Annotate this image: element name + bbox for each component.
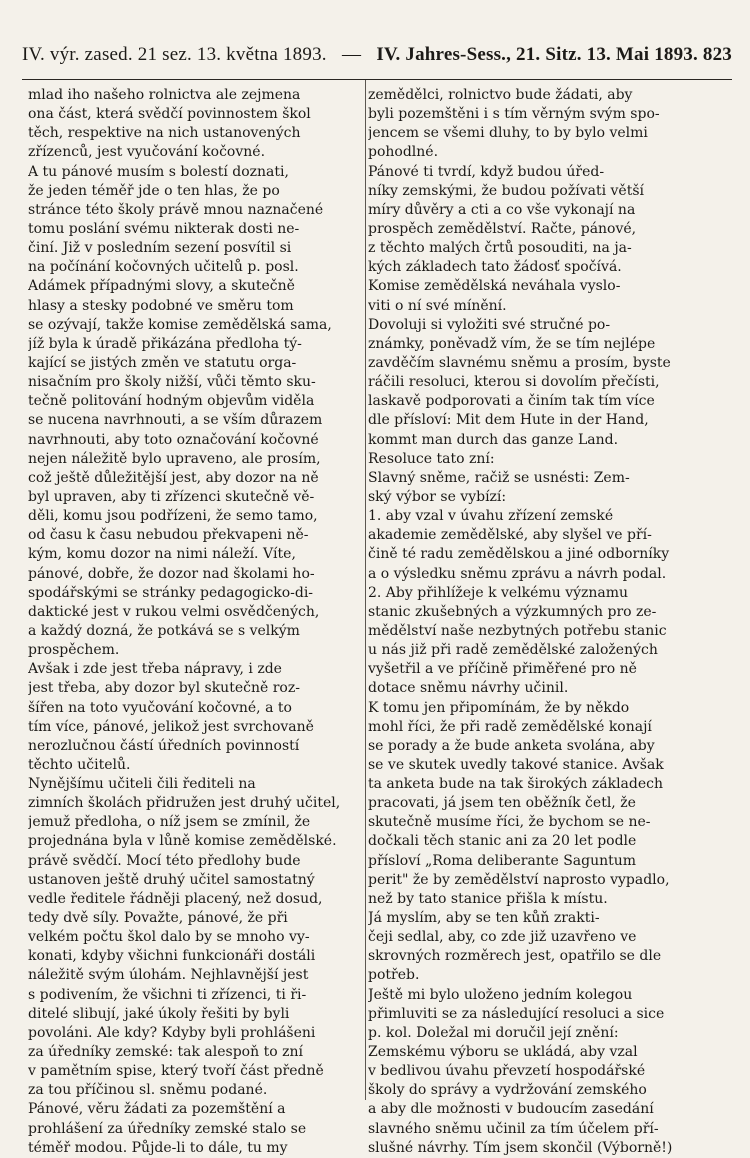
text-line: ráčili resoluci, kterou si dovolím přečísti, [368, 374, 660, 391]
text-line: mohl říci, že při radě zemědělské konají [368, 718, 652, 735]
text-line: což ještě důležitější jest, aby dozor na ně [28, 469, 319, 486]
text-line: Ještě mi bylo uloženo jedním kolegou [368, 986, 633, 1003]
text-line: Avšak i zde jest třeba nápravy, i zde [28, 661, 282, 678]
text-line: kommt man durch das ganze Land. [368, 431, 619, 448]
text-line: a o výsledku sněmu zprávu a návrh podal. [368, 565, 667, 582]
header-german: IV. Jahres-Sess., 21. Sitz. 13. Mai 1893. 823 [376, 44, 732, 65]
text-line: Slavný sněme, račiž se usnésti: Zem- [368, 469, 630, 486]
text-line: konati, kdyby všichni funkcionáři dostáli [28, 948, 316, 965]
text-line: Komise zemědělská neváhala vyslo- [368, 278, 621, 295]
text-line: ditelé slibují, jaké úkoly řešiti by byli [28, 1005, 290, 1022]
text-line: Pánové ti tvrdí, když budou úřed- [368, 163, 605, 180]
text-line: stanic zkušebných a výzkumných pro ze- [368, 603, 657, 620]
text-line: a aby dle možnosti v budoucím zasedání [368, 1101, 654, 1118]
text-line: prospěch zemědělství. Račte, pánové, [368, 220, 637, 237]
text-line: se ve skutek uvedly takové stanice. Avšak [368, 756, 664, 773]
text-line: z těchto malých črtů posouditi, na ja- [368, 240, 632, 257]
text-line: skutečně musíme říci, že bychom se ne- [368, 814, 651, 831]
text-line: náležitě svým úlohám. Nejhlavnější jest [28, 967, 309, 984]
text-line: jíž byla k úradě přikázána předloha tý- [28, 335, 302, 352]
text-line: p. kol. Doležal mi doručil její znění: [368, 1024, 619, 1041]
text-line: stránce této školy právě mnou naznačené [28, 201, 324, 218]
text-line: a každý dozná, že potkává se s velkým [28, 622, 300, 639]
text-line: Adámek případnými slovy, a skutečně [28, 278, 295, 295]
text-line: nejen náležitě bylo upraveno, ale prosím, [28, 450, 321, 467]
text-line: se nucena navrhnouti, a se vším důrazem [28, 412, 323, 429]
text-line: slavného sněmu učinil za tím účelem pří- [368, 1120, 659, 1137]
text-line: kající se jistých změn ve statutu orga- [28, 354, 297, 371]
text-line: potřeb. [368, 967, 420, 984]
text-line: viti o ní své mínění. [368, 297, 507, 314]
text-line: ustanoven ještě druhý učitel samostatný [28, 871, 315, 888]
text-line: pohodlné. [368, 144, 439, 161]
text-line: Nynějšímu učiteli čili řediteli na [28, 776, 256, 793]
text-line: laskavě podporovati a činím tak tím více [368, 393, 655, 410]
text-line: hlasy a stesky podobné ve směru tom [28, 297, 294, 314]
text-line: Zemskému výboru se ukládá, aby vzal [368, 1044, 638, 1061]
text-line: právě svědčí. Mocí této předlohy bude [28, 852, 301, 869]
text-line: velkém počtu škol dalo by se mnoho vy- [28, 929, 310, 946]
page-header [22, 40, 732, 70]
text-line: níky zemskými, že budou požívati větší [368, 182, 644, 199]
text-line: zavděčím slavnému sněmu a prosím, byste [368, 354, 671, 371]
text-line: zimních školách přidružen jest druhý učitel, [28, 795, 341, 812]
text-line: čině té radu zemědělskou a jiné odborníky [368, 546, 670, 563]
text-line: v bedlivou úvahu převzetí hospodářské [368, 1063, 646, 1080]
header-rule [22, 79, 732, 80]
text-line: v pamětním spise, který tvoří část předně [28, 1063, 324, 1080]
text-line: dočkali těch stanic ani za 20 let podle [368, 833, 637, 850]
text-line: přimluviti se za následující resoluci a sice [368, 1005, 665, 1022]
text-line: slušné návrhy. Tím jsem skončil (Výborně!) [368, 1139, 673, 1156]
text-line: u nás již při radě zemědělské založených [368, 642, 658, 659]
text-line: perit" že by zemědělství naprosto vypadlo, [368, 871, 670, 888]
text-line: mědělství naše nezbytných potřebu stanic [368, 622, 667, 639]
text-line: skrovných rozměrech jest, opatřilo se dle [368, 948, 662, 965]
text-line: prohlášení za úředníky zemské stalo se [28, 1120, 307, 1137]
header-czech: IV. výr. zased. 21 sez. 13. května 1893. [22, 44, 327, 65]
text-line: akademie zemědělské, aby slyšel ve pří- [368, 527, 652, 544]
text-line: přísloví „Roma deliberante Saguntum [368, 852, 637, 869]
text-line: prospěchem. [28, 642, 120, 659]
text-line: tedy dvě síly. Považte, pánové, že při [28, 910, 288, 927]
text-line: tím více, pánové, jelikož jest svrchovaně [28, 718, 314, 735]
text-line: byl upraven, aby ti zřízenci skutečně vě- [28, 488, 315, 505]
text-line: Pánové, věru žádati za pozemštění a [28, 1101, 286, 1118]
text-line: se ozývají, takže komise zemědělská sama, [28, 316, 332, 333]
text-line: vedle ředitele řádněji placený, než dosud, [28, 890, 323, 907]
text-line: pánové, dobře, že dozor nad školami ho- [28, 565, 315, 582]
text-line: těchto učitelů. [28, 756, 131, 773]
text-line: K tomu jen připomínám, že by někdo [368, 699, 630, 716]
text-line: těch, respektive na nich ustanovených [28, 125, 301, 142]
text-line: že jeden téměř jde o ten hlas, že po [28, 182, 280, 199]
text-line: spodářskými se stránky pedagogicko-di- [28, 584, 314, 601]
header-dash: — [341, 44, 362, 65]
text-line: ona část, která svědčí povinnostem škol [28, 106, 311, 123]
text-line: za tou příčinou sl. sněmu podané. [28, 1082, 268, 1099]
text-line: šířen na toto vyučování kočovné, a to [28, 699, 292, 716]
text-line: s podivením, že všichni ti zřízenci, ti ři- [28, 986, 307, 1003]
text-line: od času k času nebudou překvapeni ně- [28, 527, 309, 544]
text-line: kým, komu dozor na nimi náleží. Víte, [28, 546, 296, 563]
text-line: byli pozemštěni i s tím věrným svým spo- [368, 106, 660, 123]
text-line: školy do správy a vydržování zemského [368, 1082, 647, 1099]
text-line: pracovati, já jsem ten oběžník četl, že [368, 795, 636, 812]
text-line: děli, komu jsou podřízeni, že semo tamo, [28, 508, 318, 525]
text-line: tečně politování hodným objevům viděla [28, 393, 315, 410]
text-line: ský výbor se vybízí: [368, 488, 507, 505]
text-line: ta anketa bude na tak širokých základech [368, 776, 663, 793]
text-line: 1. aby vzal v úvahu zřízení zemské [368, 508, 614, 525]
text-line: kých základech tato žádosť spočívá. [368, 259, 622, 276]
text-line: projednána byla v lůně komise zemědělské. [28, 833, 337, 850]
text-line: nerozlučnou částí úředních povinností [28, 737, 300, 754]
text-line: Resoluce tato zní: [368, 450, 495, 467]
text-line: za úředníky zemské: tak alespoň to zní [28, 1044, 303, 1061]
text-line: navrhnouti, aby toto označování kočovné [28, 431, 319, 448]
text-line: známky, poněvadž vím, že se tím nejlépe [368, 335, 656, 352]
right-column [368, 86, 706, 1158]
text-line: téměř modou. Půjde-li to dále, tu my [28, 1139, 288, 1156]
text-line: čeji sedlal, aby, co zde již uzavřeno ve [368, 929, 637, 946]
text-line: Já myslím, aby se ten kůň zrakti- [368, 910, 600, 927]
text-line: povoláni. Ale kdy? Kdyby byli prohlášeni [28, 1024, 316, 1041]
text-line: tomu poslání svému nikterak dosti ne- [28, 220, 300, 237]
text-line: jemuž předloha, o níž jsem se zmínil, že [28, 814, 311, 831]
text-line: vyšetřil a ve příčině přiměřené pro ně [368, 661, 637, 678]
text-line: nisačním pro školy nižší, vůči těmto sku- [28, 374, 316, 391]
text-line: se porady a že bude anketa svolána, aby [368, 737, 655, 754]
text-line: činí. Již v posledním sezení posvítil si [28, 240, 292, 257]
text-line: 2. Aby přihlížeje k velkému významu [368, 584, 629, 601]
text-line: jest třeba, aby dozor byl skutečně roz- [28, 680, 300, 697]
text-line: míry důvěry a cti a co vše vykonají na [368, 201, 636, 218]
text-line: zemědělci, rolnictvo bude žádati, aby [368, 87, 633, 103]
text-line: Dovoluji si vyložiti své stručné po- [368, 316, 611, 333]
text-line: dotace sněmu návrhy učinil. [368, 680, 569, 697]
text-line: A tu pánové musím s bolestí doznati, [28, 163, 289, 180]
text-line: mlad iho našeho rolnictva ale zejmena [28, 87, 301, 103]
text-line: daktické jest v rukou velmi osvědčených, [28, 603, 320, 620]
left-column [28, 86, 366, 1158]
text-line: než by tato stanice přišla k místu. [368, 890, 608, 907]
text-line: zřízenců, jest vyučování kočovné. [28, 144, 266, 161]
text-line: dle přísloví: Mit dem Hute in der Hand, [368, 412, 649, 429]
text-line: jencem se všemi dluhy, to by bylo velmi [368, 125, 648, 142]
text-line: na počínání kočovných učitelů p. posl. [28, 259, 299, 276]
